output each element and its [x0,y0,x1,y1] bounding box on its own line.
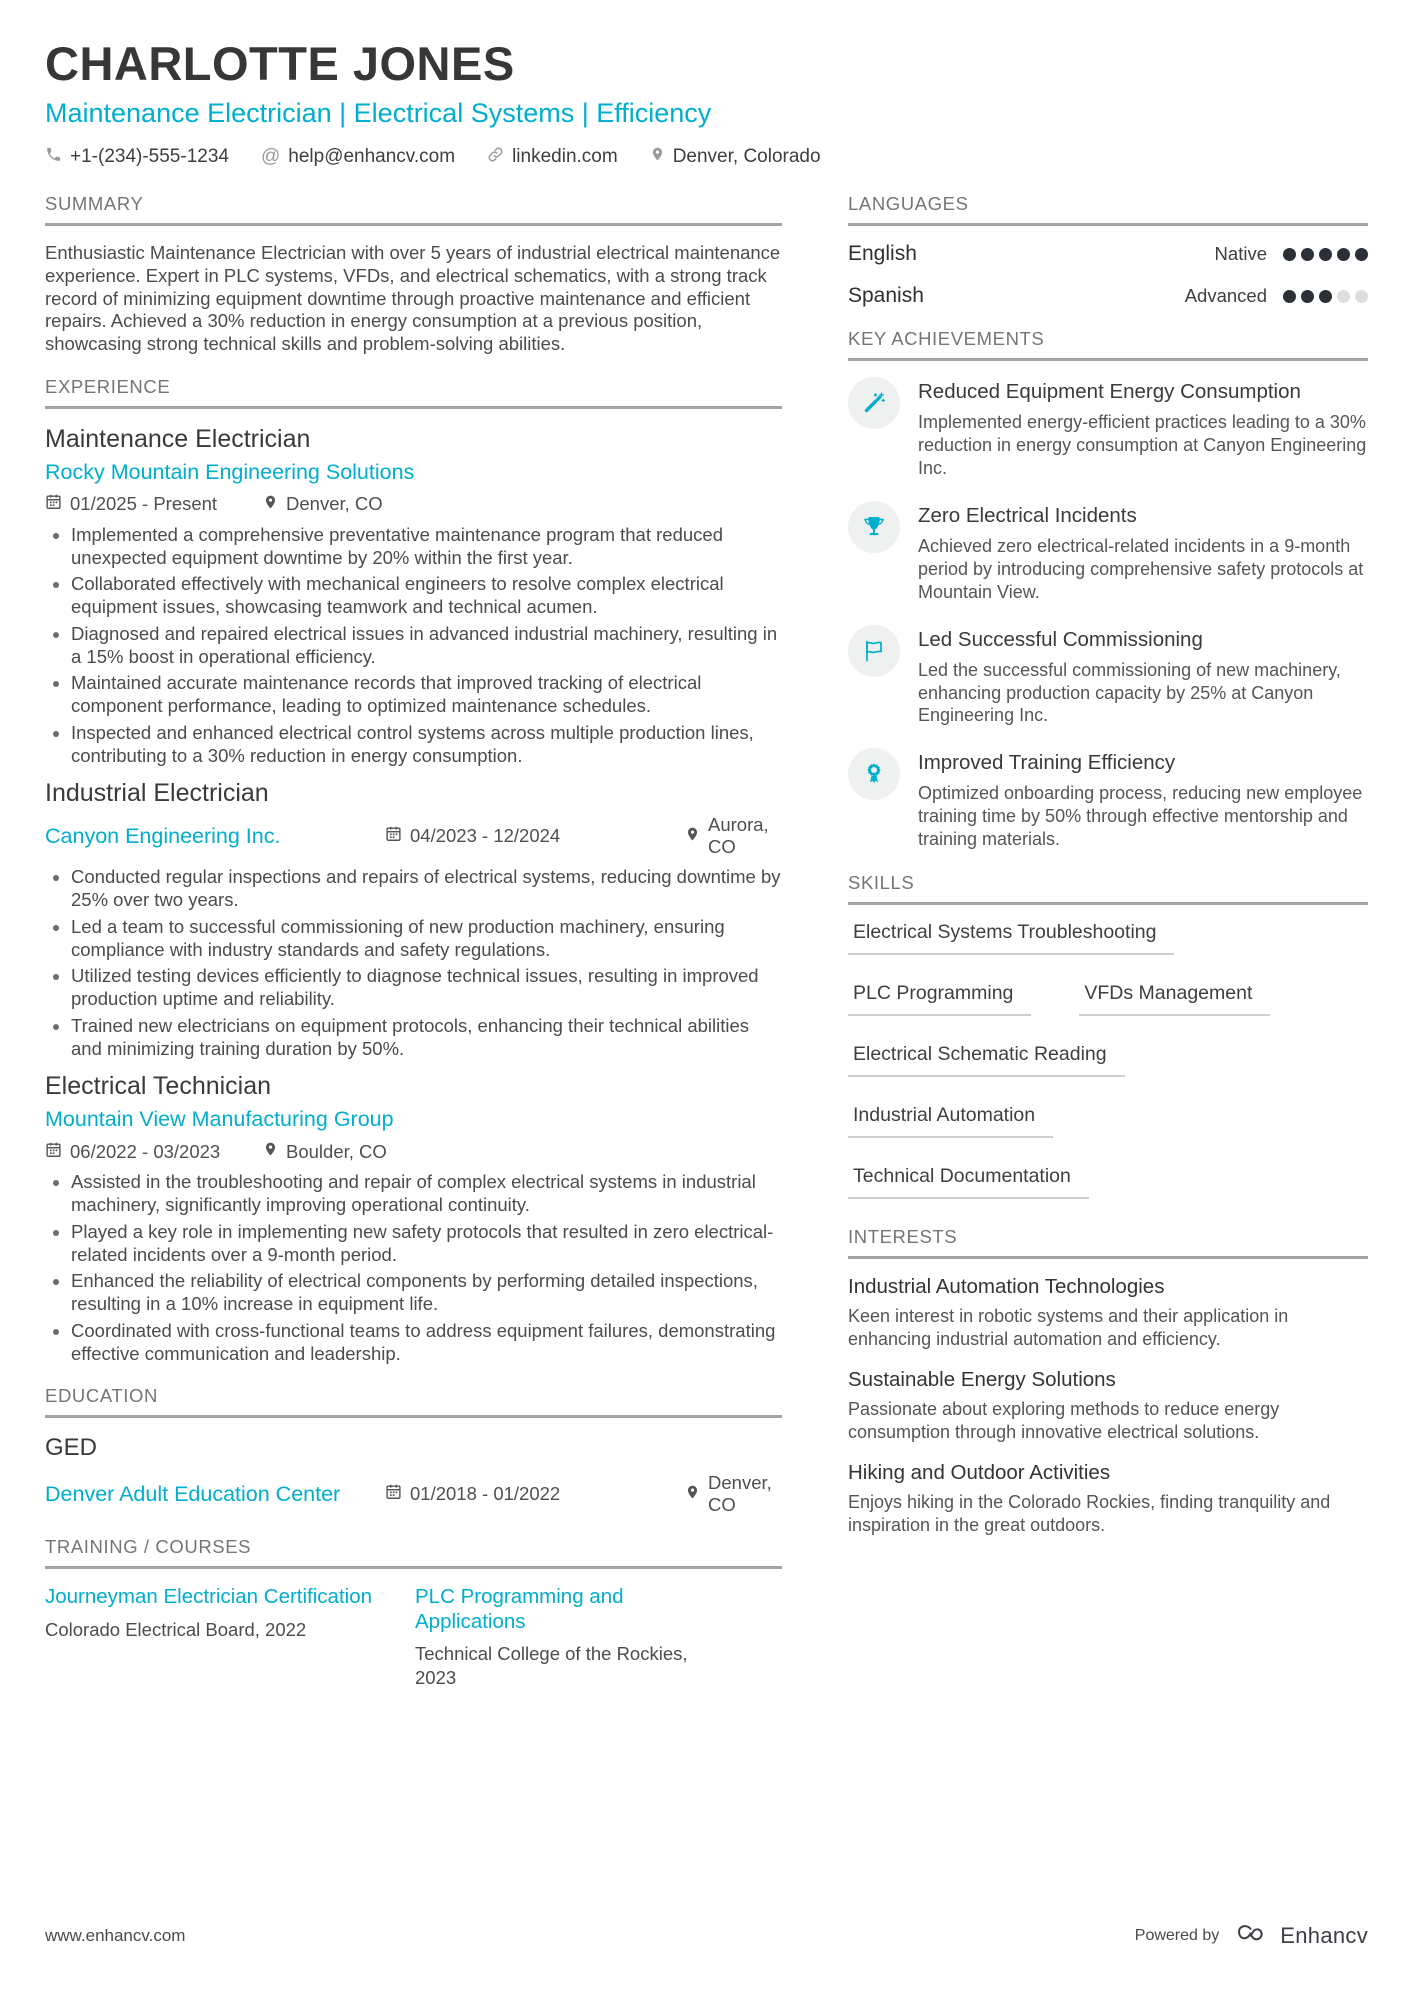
languages-heading: LANGUAGES [848,193,1368,226]
interest-item [848,1368,1368,1444]
achievement-item [848,501,1368,604]
link-icon [487,146,504,169]
job-dates: 04/2023 - 12/2024 [385,825,685,847]
interest-text: Enjoys hiking in the Colorado Rockies, finding tranquility and inspiration in the great outdoors. [848,1492,1331,1536]
contact-phone[interactable]: +1-(234)-555-1234 [45,146,229,169]
footer-website-link[interactable]: www.enhancv.com [45,1925,186,1945]
course-entry [45,1585,385,1688]
achievements-section [848,328,1368,851]
skill-tag: VFDs Management [1079,982,1270,1016]
calendar-icon [385,825,402,847]
skill-tag: Electrical Schematic Reading [848,1043,1125,1077]
languages-section [848,193,1368,308]
achievement-item [848,748,1368,851]
person-name: CHARLOTTE JONES [45,37,515,90]
enhancv-logo-icon [1231,1920,1273,1951]
achievements-heading: KEY ACHIEVEMENTS [848,328,1368,361]
interests-heading: INTERESTS [848,1226,1368,1259]
calendar-icon [45,1141,62,1163]
skill-tag: Electrical Systems Troubleshooting [848,921,1174,955]
location-pin-icon [685,1483,700,1506]
job-bullets [45,524,782,768]
bullet: • Coordinated with cross-functional teams to address equipment failures, demonstrating effective communication and leadership. [71,1320,782,1366]
skills-heading: SKILLS [848,872,1368,905]
bullet: • Assisted in the troubleshooting and repair of complex electrical systems in industrial machinery, significantly improving operational continuity. [71,1171,782,1217]
education-meta [45,1472,782,1516]
interests-section [848,1226,1368,1537]
achievement-item [848,625,1368,728]
achievement-text: Implemented energy-efficient practices leading to a 30% reduction in energy consumption at Canyon Engineering Inc. [918,412,1367,478]
interest-title: Hiking and Outdoor Activities [848,1461,1111,1485]
job-company: Canyon Engineering Inc. [45,823,281,848]
education-section [45,1385,782,1516]
job-meta [45,1140,782,1163]
contact-email[interactable]: @ help@enhancv.com [260,146,456,167]
language-level: Advanced [1184,285,1267,306]
school-name: Denver Adult Education Center [45,1481,341,1506]
interest-item [848,1461,1368,1537]
job-entry [45,425,782,768]
location-pin-icon [650,145,665,169]
job-dates: 06/2022 - 03/2023 [45,1141,263,1163]
job-bullets [45,866,782,1060]
calendar-icon [385,1483,402,1505]
skills-section [848,872,1368,1199]
job-title: Maintenance Electrician [45,424,311,453]
interest-title: Industrial Automation Technologies [848,1275,1165,1299]
magic-wand-icon [848,377,900,429]
medal-icon [848,748,900,800]
job-location: Aurora, CO [685,814,782,858]
language-item [848,242,1368,266]
resume-header [45,36,1368,169]
interest-text: Passionate about exploring methods to reduce energy consumption through innovative electrical solutions. [848,1399,1280,1443]
achievement-title: Reduced Equipment Energy Consumption [918,380,1301,403]
language-dots [1283,290,1368,303]
skill-tag: Technical Documentation [848,1165,1089,1199]
page-footer [45,1920,1368,1951]
person-headline: Maintenance Electrician | Electrical Systems | Efficiency [45,98,712,128]
job-meta [45,493,782,516]
powered-by[interactable]: Powered by Enhancv [1135,1920,1368,1951]
job-bullets [45,1171,782,1365]
language-dots [1283,248,1368,261]
trophy-icon [848,501,900,553]
location-pin-icon [263,1140,278,1163]
bullet: • Diagnosed and repaired electrical issues in advanced industrial machinery, resulting in a 15% boost in operational efficiency. [71,623,782,669]
job-entry [45,779,782,1060]
bullet: • Maintained accurate maintenance records that improved tracking of electrical component performance, leading to optimized maintenance schedules. [71,672,782,718]
job-company: Mountain View Manufacturing Group [45,1107,394,1132]
training-section [45,1536,782,1688]
bullet: • Led a team to successful commissioning of new production machinery, ensuring compliance with industry standards and safety regulations. [71,916,782,962]
left-column [45,193,782,1709]
job-title: Electrical Technician [45,1072,272,1101]
education-dates: 01/2018 - 01/2022 [385,1483,685,1505]
contact-website[interactable]: linkedin.com [487,146,618,169]
bullet: • Utilized testing devices efficiently to diagnose technical issues, resulting in improved production uptime and reliability. [71,965,782,1011]
course-title: Journeyman Electrician Certification [45,1585,372,1609]
skill-tag: PLC Programming [848,982,1031,1016]
job-company: Rocky Mountain Engineering Solutions [45,459,415,484]
job-dates: 01/2025 - Present [45,493,263,515]
interest-text: Keen interest in robotic systems and their application in enhancing industrial automation and efficiency. [848,1306,1289,1350]
achievement-text: Optimized onboarding process, reducing new employee training time by 50% through effective mentorship and training materials. [918,783,1363,850]
skill-tag: Industrial Automation [848,1104,1053,1138]
bullet: • Conducted regular inspections and repairs of electrical systems, reducing downtime by 25% over two years. [71,866,782,912]
course-org: Technical College of the Rockies, 2023 [415,1643,688,1688]
achievement-title: Zero Electrical Incidents [918,503,1137,527]
bullet: • Collaborated effectively with mechanical engineers to resolve complex electrical equipment issues, showcasing teamwork and technical acumen. [71,573,782,619]
bullet: • Implemented a comprehensive preventative maintenance program that reduced unexpected equipment downtime by 20% within the first year. [71,524,782,570]
interest-title: Sustainable Energy Solutions [848,1368,1116,1392]
summary-heading: SUMMARY [45,193,782,226]
achievement-title: Led Successful Commissioning [918,627,1203,651]
language-item [848,284,1368,308]
bullet: • Played a key role in implementing new safety protocols that resulted in zero electrical-related incidents over a 9-month period. [71,1221,782,1267]
flag-icon [848,625,900,677]
achievement-title: Improved Training Efficiency [918,751,1176,775]
interest-item [848,1275,1368,1351]
phone-icon [45,146,62,169]
experience-heading: EXPERIENCE [45,376,782,409]
education-location: Denver, CO [685,1472,782,1516]
job-location: Denver, CO [263,493,383,516]
achievement-item [848,377,1368,480]
at-icon: @ [260,146,281,167]
language-name: Spanish [848,284,924,307]
training-heading: TRAINING / COURSES [45,1536,782,1569]
achievement-text: Achieved zero electrical-related incidents in a 9-month period by introducing comprehensive safety protocols at Mountain View. [918,535,1364,602]
education-heading: EDUCATION [45,1385,782,1418]
job-entry [45,1072,782,1365]
job-meta [45,814,782,858]
contact-location: Denver, Colorado [650,145,821,169]
language-name: English [848,242,917,265]
language-level: Native [1214,243,1267,264]
experience-section [45,376,782,1366]
brand-name: Enhancv [1280,1922,1368,1948]
course-org: Colorado Electrical Board, 2022 [45,1618,307,1640]
bullet: • Inspected and enhanced electrical control systems across multiple production lines, contributing to a 30% reduction in energy consumption. [71,722,782,768]
calendar-icon [45,493,62,515]
contact-row [45,145,1368,169]
job-title: Industrial Electrician [45,779,269,808]
bullet: • Trained new electricians on equipment protocols, enhancing their technical abilities and minimizing training duration by 50%. [71,1015,782,1061]
course-entry [415,1585,715,1688]
degree: GED [45,1434,98,1462]
right-column [848,193,1368,1709]
location-pin-icon [263,493,278,516]
summary-text: Enthusiastic Maintenance Electrician with over 5 years of industrial electrical maintenance experience. Expert in PLC systems, VFDs, and electrical schematics, with a strong track record of minimizing equipment downtime through proactive maintenance and efficient repairs. Achieved a 30% reduction in energy consumption at a previous position, showcasing strong technical skills and problem-solving abilities. [45,242,781,354]
course-title: PLC Programming and Applications [415,1585,624,1633]
job-location: Boulder, CO [263,1140,387,1163]
bullet: • Enhanced the reliability of electrical components by performing detailed inspections, resulting in a 10% increase in equipment life. [71,1270,782,1316]
location-pin-icon [685,825,700,848]
achievement-text: Led the successful commissioning of new machinery, enhancing production capacity by 25% at Canyon Engineering Inc. [918,659,1341,726]
summary-section [45,193,782,356]
